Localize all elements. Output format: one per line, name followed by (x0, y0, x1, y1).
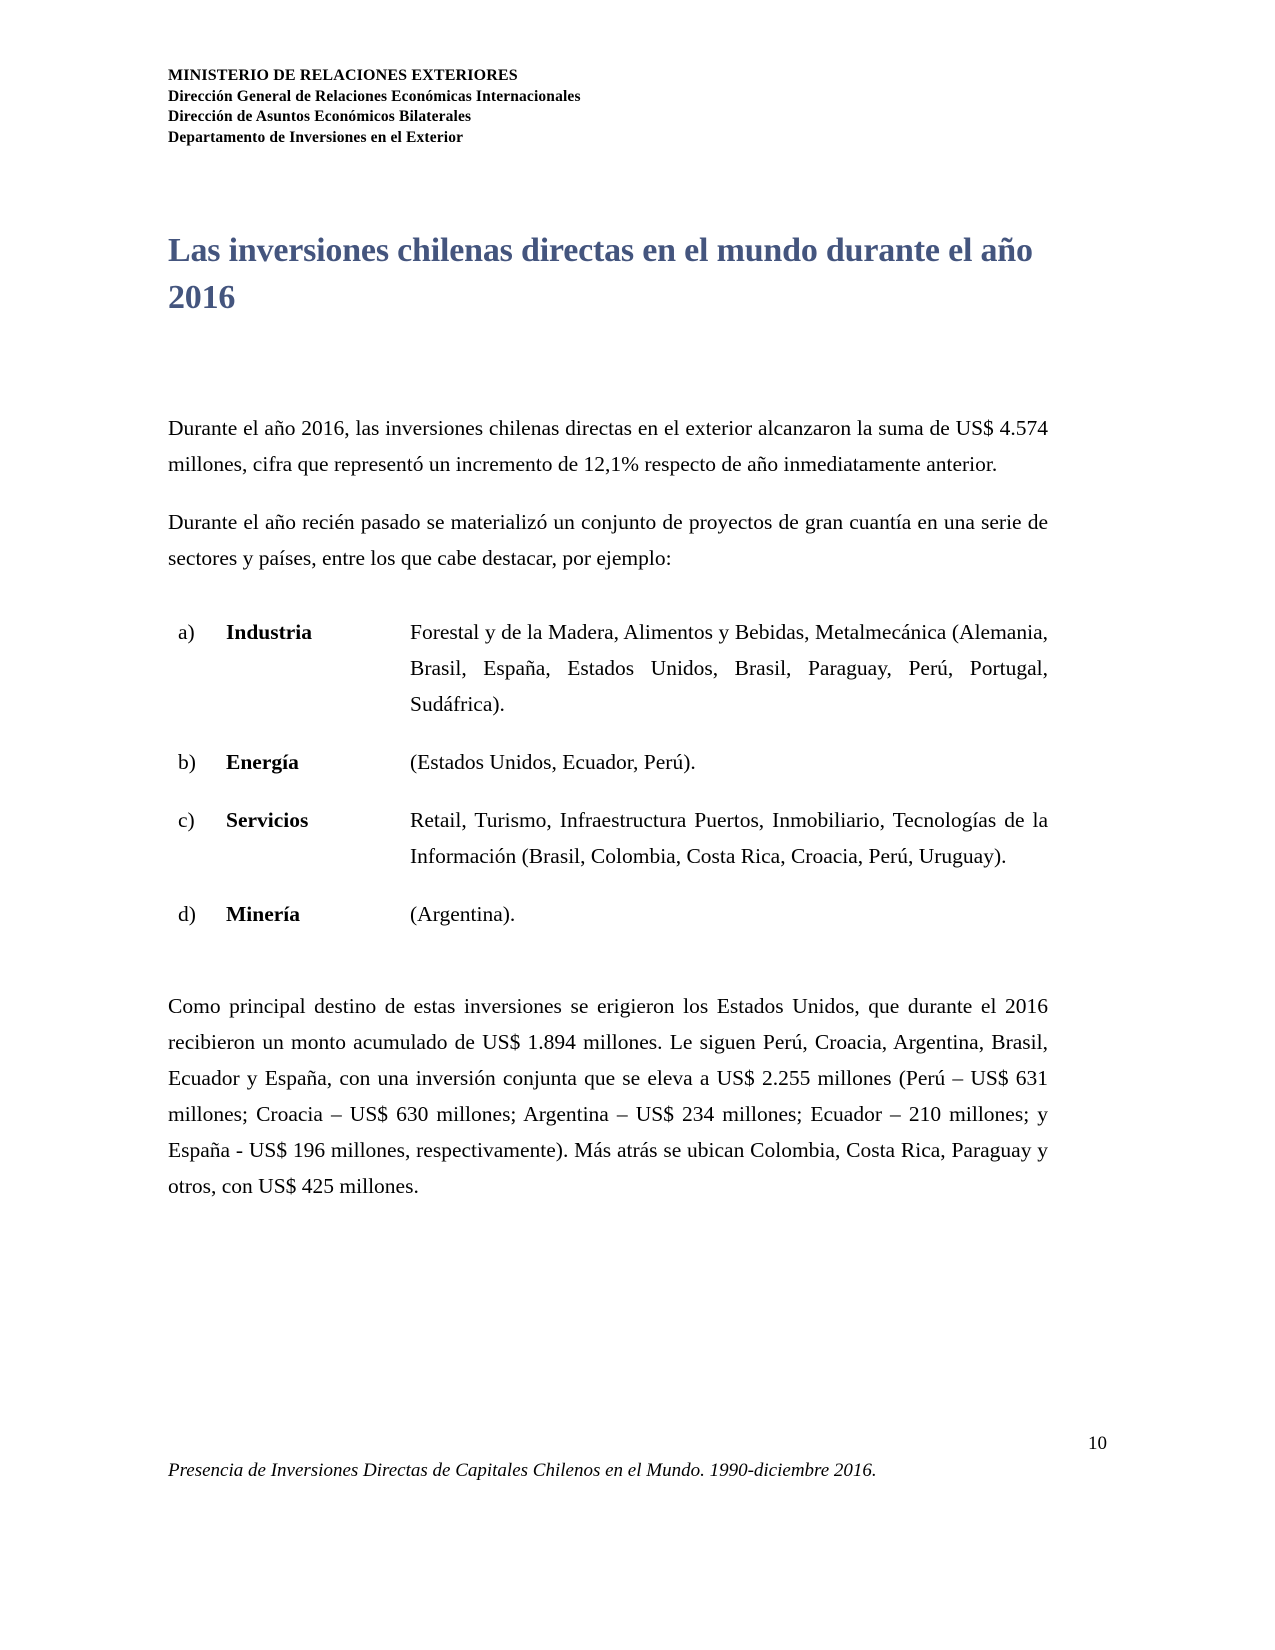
letterhead-direccion-general: Dirección General de Relaciones Económicas Internacionales (168, 87, 581, 105)
paragraph-destinations: Como principal destino de estas inversiones se erigieron los Estados Unidos, que durante el 2016 recibieron un monto acumulado de US$ 1.894 millones. Le siguen Perú, Croacia, Argentina, Brasil, Ecuador y España, con una inversión conjunta que se eleva a US$ 2.255 millones (Perú – US$ 631 millones; Croacia – US$ 630 millones; Argentina – US$ 234 millones; Ecuador – 210 millones; y España - US$ 196 millones, respectivamente). Más atrás se ubican Colombia, Costa Rica, Paraguay y otros, con US$ 425 millones. (168, 994, 1048, 1198)
list-item-term: Minería (226, 902, 301, 926)
spacer (168, 958, 1048, 988)
letterhead-ministry: MINISTERIO DE RELACIONES EXTERIORES (168, 67, 518, 84)
list-item-term: Energía (226, 750, 299, 774)
list-item-marker: c) (178, 808, 195, 832)
list-item-term: Industria (226, 620, 313, 644)
list-item-description: (Argentina). (410, 902, 516, 926)
page-number: 10 (1088, 1433, 1107, 1454)
footer-citation: Presencia de Inversiones Directas de Capitales Chilenos en el Mundo. 1990-diciembre 2016. (168, 1460, 877, 1481)
letterhead-direccion-asuntos: Dirección de Asuntos Económicos Bilaterales (168, 108, 472, 125)
sector-list (168, 614, 1048, 932)
list-item-description: Retail, Turismo, Infraestructura Puertos, Inmobiliario, Tecnologías de la Información (Brasil, Colombia, Costa Rica, Croacia, Perú, Uruguay). (410, 808, 1048, 868)
document-body (168, 410, 1048, 1226)
list-item-description: Forestal y de la Madera, Alimentos y Bebidas, Metalmecánica (Alemania, Brasil, España, Estados Unidos, Brasil, Paraguay, Perú, Portugal, Sudáfrica). (410, 620, 1048, 716)
list-item (168, 744, 1048, 780)
list-item (168, 896, 1048, 932)
page-title: Las inversiones chilenas directas en el mundo durante el año 2016 (168, 231, 1033, 316)
list-item (168, 614, 1048, 722)
list-item-marker: b) (178, 750, 196, 774)
list-item-description: (Estados Unidos, Ecuador, Perú). (410, 750, 696, 774)
list-item-marker: d) (178, 902, 196, 926)
paragraph-intro: Durante el año 2016, las inversiones chilenas directas en el exterior alcanzaron la suma de US$ 4.574 millones, cifra que representó un incremento de 12,1% respecto de año inmediatamente anterior. (168, 416, 1048, 476)
letterhead-departamento: Departamento de Inversiones en el Exterior (168, 128, 464, 146)
list-item (168, 802, 1048, 874)
paragraph-projects-lead-in: Durante el año recién pasado se materializó un conjunto de proyectos de gran cuantía en una serie de sectores y países, entre los que cabe destacar, por ejemplo: (168, 510, 1048, 570)
list-item-marker: a) (178, 620, 195, 644)
list-item-term: Servicios (226, 808, 309, 832)
letterhead (168, 66, 1068, 148)
